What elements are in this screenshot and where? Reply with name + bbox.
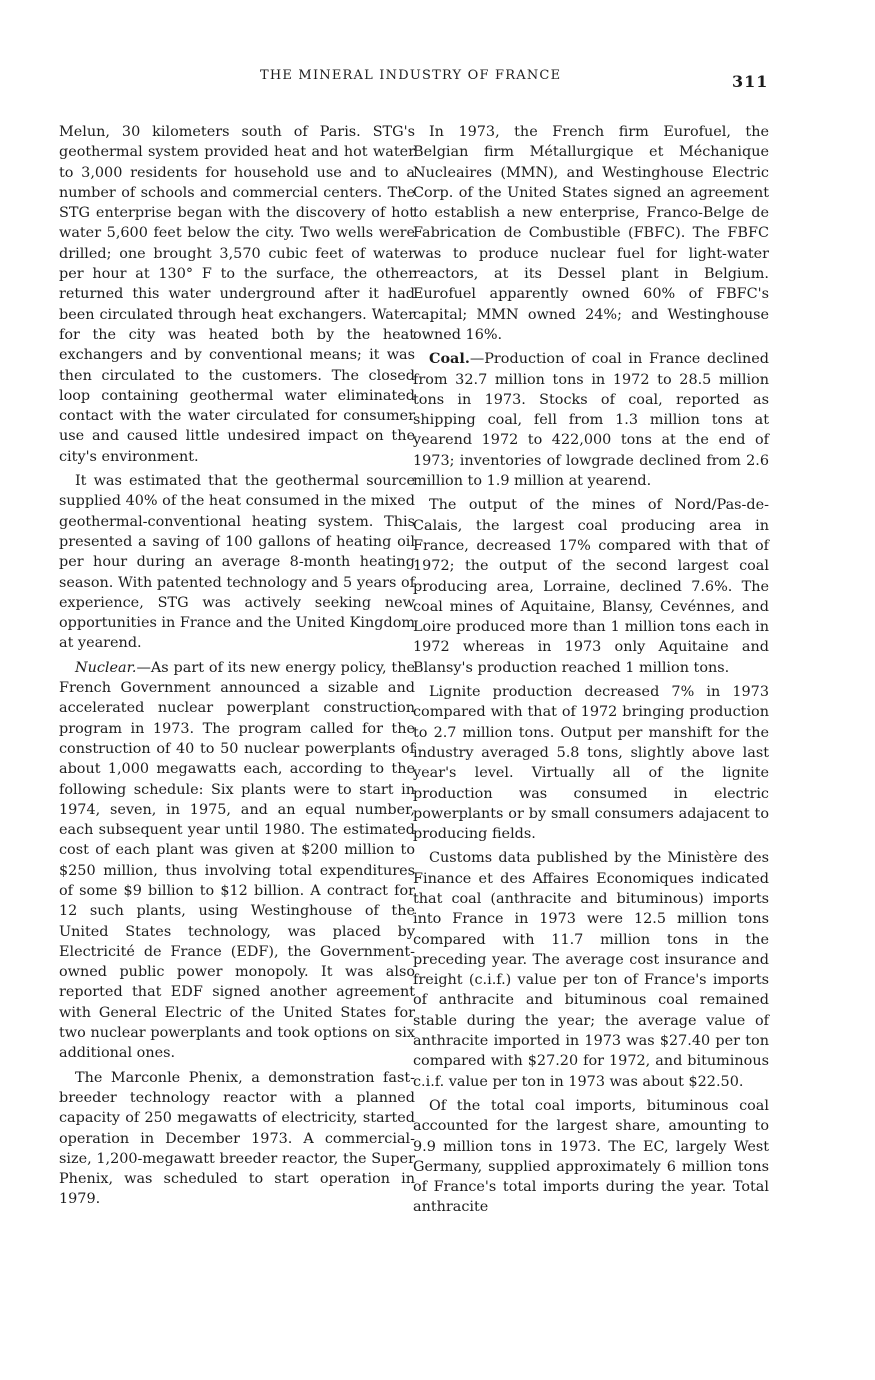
paragraph-coal-text: —Production of coal in France declined from 32.7 million tons in 1972 to 28.5 million tons in 1973. Stocks of coal, reported as shipping coal, fell from 1.3 million tons at yearend 1972 to 422,000 tons at the end of 1973; inventories of lowgrade declined from 2.6 million to 1.9 million at yearend. [413, 351, 769, 490]
left-column [59, 122, 415, 1214]
paragraph-phenix: The Marconle Phenix, a demonstration fast-breeder technology reactor with a planned capacity of 250 megawatts of electricity, started operation in December 1973. A commercial-size, 1,200-megawatt breeder reactor, the Super Phenix, was scheduled to start operation in 1979. [59, 1069, 415, 1208]
section-lead-coal: Coal. [429, 350, 470, 368]
paragraph-lignite: Lignite production decreased 7% in 1973 compared with that of 1972 bringing production to 2.7 million tons. Output per manshift for the industry averaged 5.8 tons, slightly above last year's level. Virtually all of the lignite production was consumed in electric powerplants or by small consumers adajacent to producing fields. [413, 684, 769, 843]
paragraph-geothermal-savings: It was estimated that the geothermal source supplied 40% of the heat consumed in the mixed geothermal-conventional heating system. This presented a saving of 100 gallons of heating oil per hour during an average 8-month heating season. With patented technology and 5 years of experience, STG was actively seeking new opportunities in France and the United Kingdom at yearend. [59, 473, 415, 652]
paragraph-imports: Of the total coal imports, bituminous coal accounted for the largest share, amounting to 9.9 million tons in 1973. The EC, largely West Germany, supplied approximately 6 million tons of France's total imports during the year. Total anthracite [413, 1097, 769, 1216]
page-number: 311 [732, 72, 769, 91]
paragraph-fbfc: In 1973, the French firm Eurofuel, the Belgian firm Métallurgique et Méchanique Nucleaires (MMN), and Westinghouse Electric Corp. of the United States signed an agreement to establish a new enterprise, Franco-Belge de Fabrication de Combustible (FBFC). The FBFC was to produce nuclear fuel for light-water reactors, at its Dessel plant in Belgium. Eurofuel apparently owned 60% of FBFC's capital; MMN owned 24%; and Westinghouse owned 16%. [413, 124, 769, 343]
right-column [413, 122, 769, 1222]
paragraph-customs: Customs data published by the Ministère des Finance et des Affaires Economiques indicated that coal (anthracite and bituminous) imports into France in 1973 were 12.5 million tons compared with 11.7 million tons in the preceding year. The average cost insurance and freight (c.i.f.) value per ton of France's imports of anthracite and bituminous coal remained stable during the year; the average value of anthracite imported in 1973 was $27.40 per ton compared with $27.20 for 1972, and bituminous c.i.f. value per ton in 1973 was about $22.50. [413, 850, 769, 1090]
paragraph-nuclear [59, 658, 415, 1064]
section-lead-nuclear: Nuclear. [75, 659, 137, 676]
paragraph-coal [413, 349, 769, 491]
running-header: THE MINERAL INDUSTRY OF FRANCE [260, 68, 562, 83]
paragraph-coal-output: The output of the mines of Nord/Pas-de-Calais, the largest coal producing area in France, decreased 17% compared with that of 1972; the output of the second largest coal producing area, Lorraine, declined 7.6%. The coal mines of Aquitaine, Blansy, Cevénnes, and Loire produced more than 1 million tons each in 1972 whereas in 1973 only Aquitaine and Blansy's production reached 1 million tons. [413, 497, 769, 676]
paragraph-nuclear-text: —As part of its new energy policy, the French Government announced a sizable and accelerated nuclear powerplant construction program in 1973. The program called for the construction of 40 to 50 nuclear powerplants of about 1,000 megawatts each, according to the following schedule: Six plants were to start in 1974, seven, in 1975, and an equal number, each subsequent year until 1980. The estimated cost of each plant was given at $200 million to $250 million, thus involving total expenditures of some $9 billion to $12 billion. A contract for 12 such plants, using Westinghouse of the United States technology, was placed by Electricité de France (EDF), the Government-owned public power monopoly. It was also reported that EDF signed another agreement with General Electric of the United States for two nuclear powerplants and took options on six additional ones. [59, 659, 415, 1062]
paragraph-geothermal-melun: Melun, 30 kilometers south of Paris. STG's geothermal system provided heat and hot water to 3,000 residents for household use and to a number of schools and commercial centers. The STG enterprise began with the discovery of hot water 5,600 feet below the city. Two wells were drilled; one brought 3,570 cubic feet of water per hour at 130° F to the surface, the other returned this water underground after it had been circulated through heat exchangers. Water for the city was heated both by the heat exchangers and by conventional means; it was then circulated to the customers. The closed loop containing geothermal water eliminated contact with the water circulated for consumer use and caused little undesired impact on the city's environment. [59, 124, 415, 465]
